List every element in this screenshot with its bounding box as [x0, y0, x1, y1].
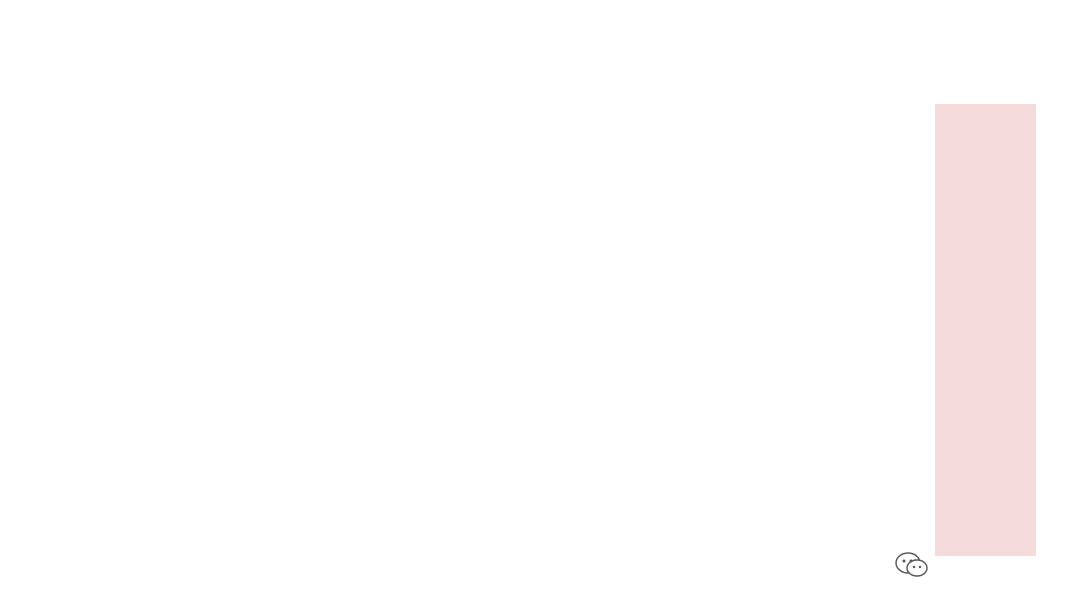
table-header: [49, 86, 1029, 98]
latest-quarter-highlight: [935, 104, 1036, 556]
wechat-icon: [893, 550, 931, 580]
watermark: [893, 545, 1063, 585]
